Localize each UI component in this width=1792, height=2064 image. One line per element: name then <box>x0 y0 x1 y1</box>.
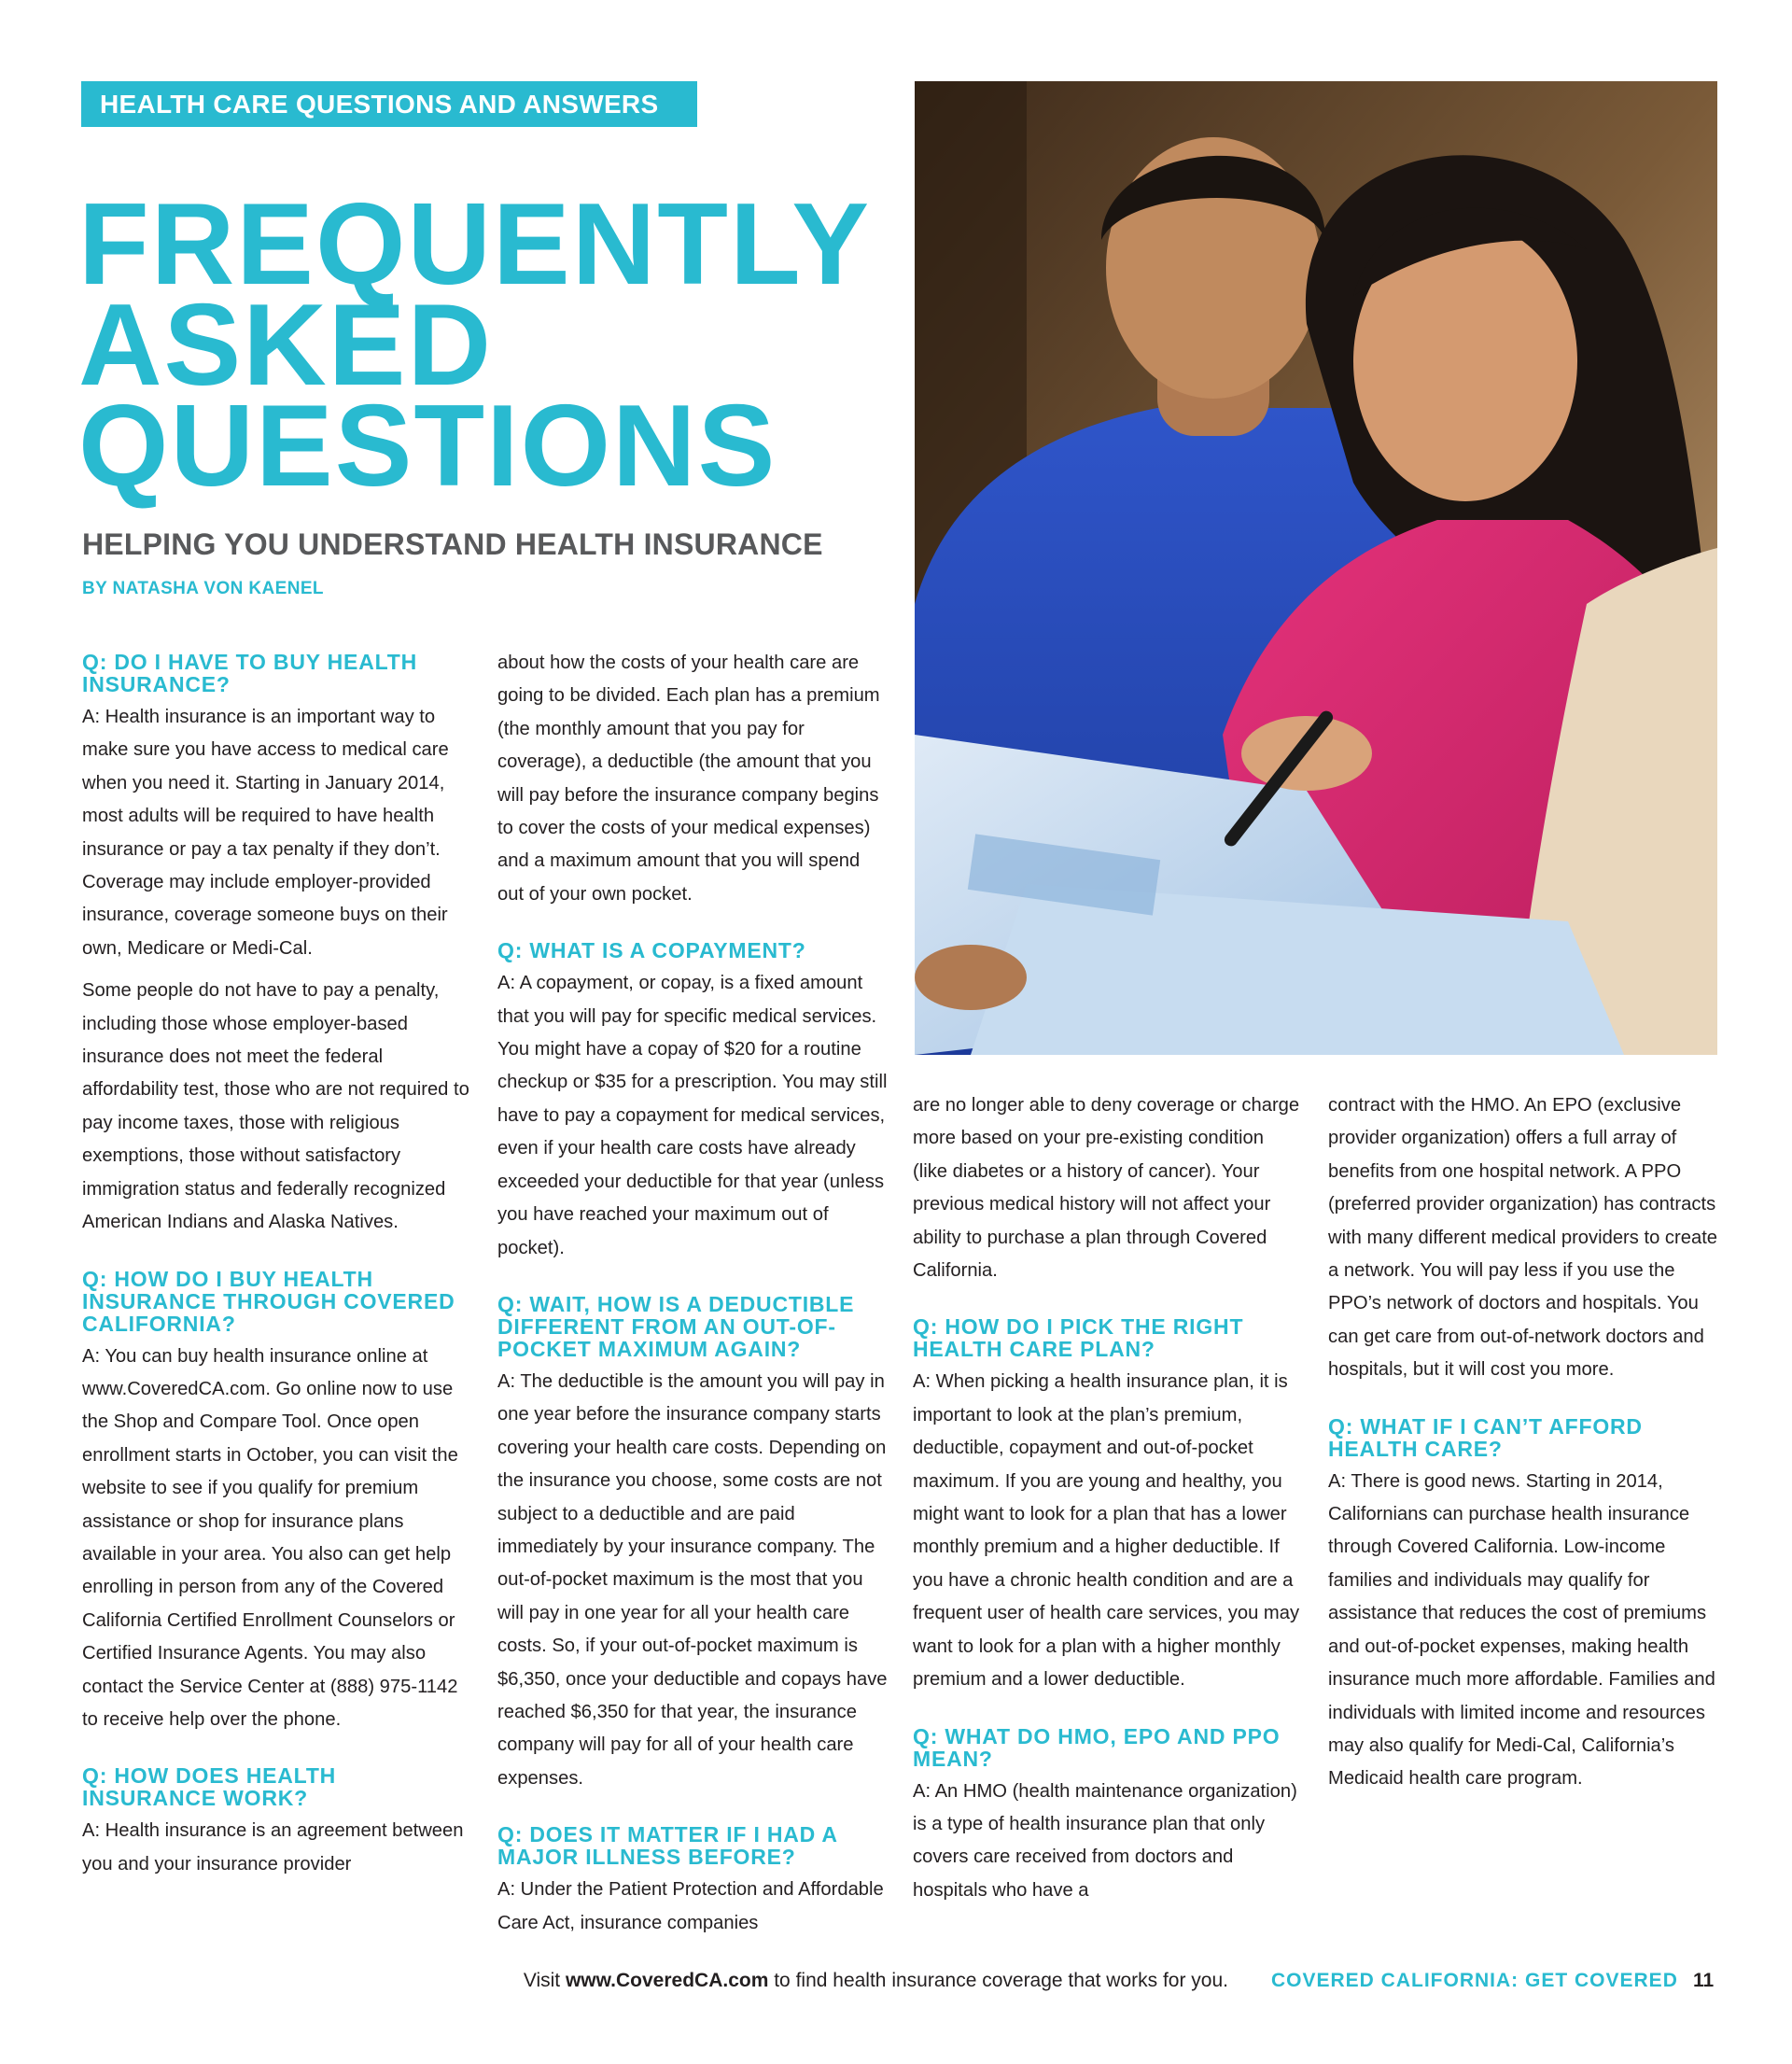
faq-question: Q: WHAT DO HMO, EPO AND PPO MEAN? <box>913 1723 1281 1771</box>
faq-answer: A: You can buy health insurance online at www.CoveredCA.com. Go online now to use the Shop and Compare Tool. Once open enrollment starts in October, you can visit the website to see if you qualify for premium assistance or shop for insurance plans available in your area. You also can get help enrolling in person from any of the Covered California Certified Enrollment Counselors or Certified Insurance Agents. You may also contact the Service Center at (888) 975-1142 to receive help over the phone. <box>82 1345 458 1730</box>
faq-answer: A: A copayment, or copay, is a fixed amount that you will pay for specific medical services. You might have a copay of $20 for a routine checkup or $35 for a prescription. You may still have to pay a copayment for medical services, even if your health care costs have already exceeded your deductible for that year (unless you have reached your maximum out of pocket). <box>497 973 888 1258</box>
column-1 <box>82 651 472 1890</box>
faq-answer: A: Health insurance is an important way to make sure you have access to medical care when you need it. Starting in January 2014, most adults will be required to have health insurance or pay a tax penalty if they don’t. Coverage may include employer-provided insurance, coverage someone buys on their own, Medicare or Medi-Cal. <box>82 707 449 959</box>
byline: BY NATASHA VON KAENEL <box>82 579 324 598</box>
faq-question: Q: DO I HAVE TO BUY HEALTH INSURANCE? <box>82 650 418 696</box>
column-3 <box>913 1089 1303 1917</box>
faq-answer: A: Under the Patient Protection and Affordable Care Act, insurance companies <box>497 1879 884 1933</box>
faq-answer-continued: about how the costs of your health care are going to be divided. Each plan has a premium (the monthly amount that you pay for coverage), a deductible (the amount that you will pay before the insurance company begins to cover the costs of your medical expenses) and a maximum amount that you will spend out of your own pocket. <box>497 653 880 905</box>
faq-question: Q: HOW DO I BUY HEALTH INSURANCE THROUGH COVERED CALIFORNIA? <box>82 1266 455 1336</box>
faq-question: Q: HOW DO I PICK THE RIGHT HEALTH CARE PLAN? <box>913 1314 1244 1362</box>
page-subtitle: HELPING YOU UNDERSTAND HEALTH INSURANCE <box>82 527 823 561</box>
faq-answer: A: An HMO (health maintenance organization) is a type of health insurance plan that only covers care received from doctors and hospitals who have a <box>913 1780 1297 1901</box>
title-line-1: FREQUENTLY <box>78 180 872 309</box>
faq-answer-continued: are no longer able to deny coverage or charge more based on your pre-existing condition (like diabetes or a history of cancer). Your previous medical history will not affect your ability to purchase a plan through Covered California. <box>913 1095 1300 1282</box>
faq-question: Q: WHAT IS A COPAYMENT? <box>497 938 806 963</box>
footer-visit-text <box>448 1970 1228 1992</box>
column-2 <box>497 647 888 1949</box>
footer-brand: COVERED CALIFORNIA: GET COVERED <box>1271 1970 1678 1991</box>
faq-question: Q: WAIT, HOW IS A DEDUCTIBLE DIFFERENT FROM AN OUT-OF-POCKET MAXIMUM AGAIN? <box>497 1291 855 1361</box>
footer-visit-suffix: to find health insurance coverage that works for you. <box>768 1970 1228 1991</box>
title-line-3: QUESTIONS <box>78 382 777 511</box>
title-line-2: ASKED <box>78 281 494 410</box>
page-number: 11 <box>1693 1970 1715 1991</box>
faq-answer-continued: Some people do not have to pay a penalty, including those whose employer-based insurance does not meet the federal affordability test, those who are not required to pay income taxes, those with religious exemptions, those without satisfactory immigration status and federally recognized American Indians and Alaska Natives. <box>82 980 469 1233</box>
footer-visit-prefix: Visit <box>523 1970 566 1991</box>
faq-question: Q: HOW DOES HEALTH INSURANCE WORK? <box>82 1763 337 1811</box>
photo-couple-reviewing-documents <box>915 81 1717 1055</box>
faq-answer: A: Health insurance is an agreement between you and your insurance provider <box>82 1820 464 1874</box>
section-tag: HEALTH CARE QUESTIONS AND ANSWERS <box>81 81 697 127</box>
faq-answer-continued: contract with the HMO. An EPO (exclusive provider organization) offers a full array of benefits from one hospital network. A PPO (preferred provider organization) has contracts with many different medical providers to create a network. You will pay less if you use the PPO’s network of doctors and hospitals. You can get care from out-of-network doctors and hospitals, but it will cost you more. <box>1328 1095 1718 1381</box>
page-title <box>78 180 918 511</box>
faq-question: Q: DOES IT MATTER IF I HAD A MAJOR ILLNESS BEFORE? <box>497 1822 837 1870</box>
column-4 <box>1328 1089 1718 1805</box>
faq-answer: A: There is good news. Starting in 2014, Californians can purchase health insurance through Covered California. Low-income families and individuals may qualify for assistance that reduces the cost of premiums and out-of-pocket expenses, making health insurance much more affordable. Families and individuals with limited income and resources may also qualify for Medi-Cal, California’s Medicaid health care program. <box>1328 1470 1715 1790</box>
faq-answer: A: When picking a health insurance plan, it is important to look at the plan’s premium, deductible, copayment and out-of-pocket maximum. If you are young and healthy, you might want to look for a plan that has a lower monthly premium and a higher deductible. If you have a chronic health condition and are a frequent user of health care services, you may want to look for a plan with a higher monthly premium and a lower deductible. <box>913 1371 1300 1691</box>
faq-question: Q: WHAT IF I CAN’T AFFORD HEALTH CARE? <box>1328 1413 1643 1461</box>
footer-url-link[interactable]: www.CoveredCA.com <box>565 1970 769 1991</box>
faq-answer: A: The deductible is the amount you will pay in one year before the insurance company starts covering your health care costs. Depending on the insurance you choose, some costs are not subject to a deductible and are paid immediately by your insurance company. The out-of-pocket maximum is the most that you will pay in one year for all your health care costs. So, if your out-of-pocket maximum is $6,350, once your deductible and copays have reached $6,350 for that year, the insurance company will pay for all of your health care expenses. <box>497 1370 888 1789</box>
